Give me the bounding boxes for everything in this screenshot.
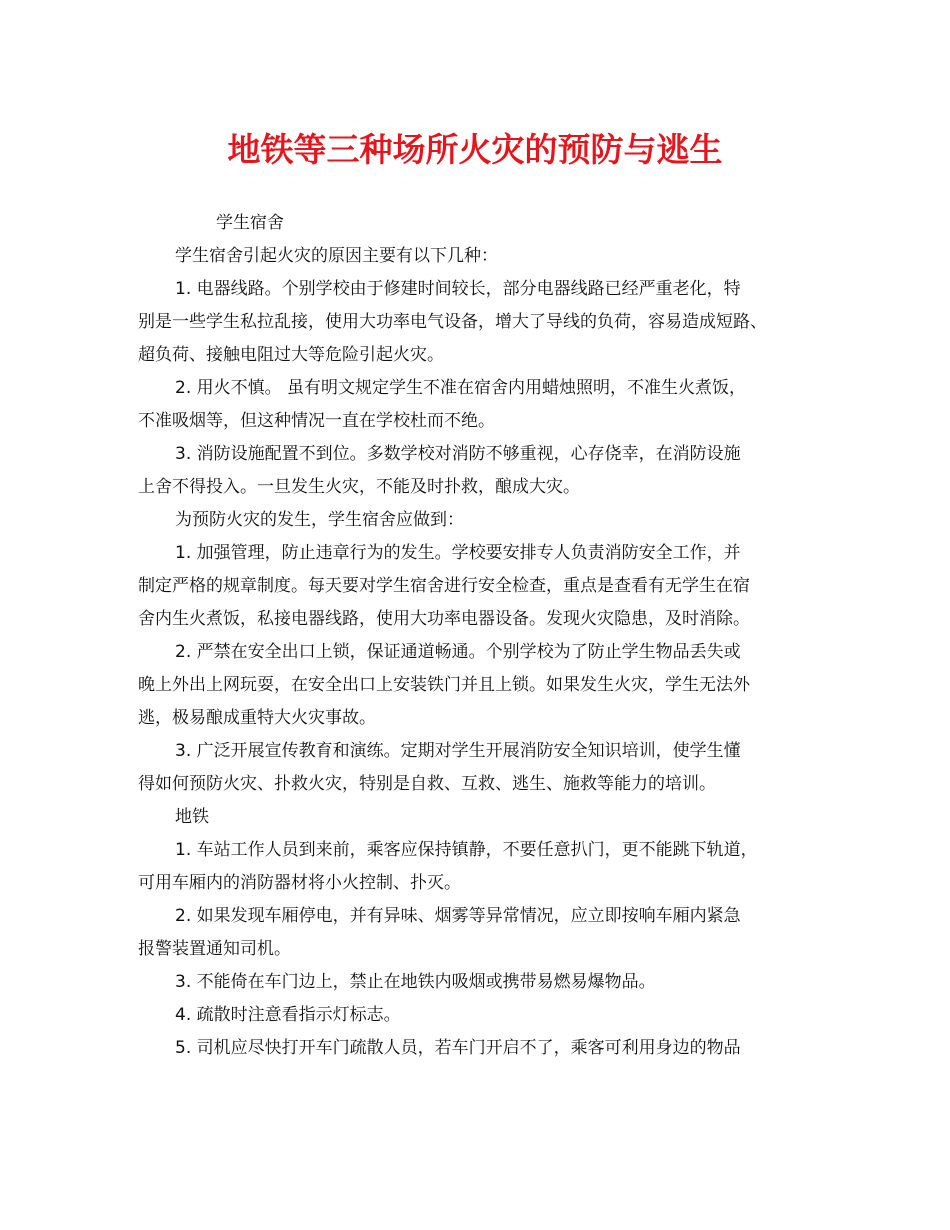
paragraph-line: 5. 司机应尽快打开车门疏散人员，若车门开启不了，乘客可利用身边的物品 bbox=[175, 1038, 741, 1058]
paragraph-line: 不准吸烟等，但这种情况一直在学校杜而不绝。 bbox=[138, 411, 495, 431]
paragraph-line: 为预防火灾的发生，学生宿舍应做到： bbox=[175, 510, 464, 530]
document-body bbox=[138, 207, 828, 1065]
paragraph-line: 学生宿舍 bbox=[216, 213, 284, 233]
paragraph-line: 晚上外出上网玩耍，在安全出口上安装铁门并且上锁。如果发生火灾，学生无法外 bbox=[138, 675, 750, 695]
paragraph-line: 别是一些学生私拉乱接，使用大功率电气设备，增大了导线的负荷，容易造成短路、 bbox=[138, 312, 767, 332]
paragraph-line: 舍内生火煮饭，私接电器线路，使用大功率电器设备。发现火灾隐患，及时消除。 bbox=[138, 609, 750, 629]
paragraph-line: 2. 严禁在安全出口上锁，保证通道畅通。个别学校为了防止学生物品丢失或 bbox=[175, 642, 741, 662]
paragraph-line: 3. 广泛开展宣传教育和演练。定期对学生开展消防安全知识培训，使学生懂 bbox=[175, 741, 741, 761]
paragraph-line: 1. 加强管理，防止违章行为的发生。学校要安排专人负责消防安全工作，并 bbox=[175, 543, 741, 563]
paragraph-line: 学生宿舍引起火灾的原因主要有以下几种： bbox=[175, 246, 498, 266]
paragraph-line: 超负荷、接触电阻过大等危险引起火灾。 bbox=[138, 345, 444, 365]
paragraph-line: 逃，极易酿成重特大火灾事故。 bbox=[138, 708, 376, 728]
paragraph-line: 地铁 bbox=[175, 807, 209, 827]
document-title: 地铁等三种场所火灾的预防与逃生 bbox=[227, 130, 723, 169]
paragraph-line: 得如何预防火灾、扑救火灾，特别是自救、互救、逃生、施救等能力的培训。 bbox=[138, 774, 716, 794]
paragraph-line: 4. 疏散时注意看指示灯标志。 bbox=[175, 1005, 401, 1025]
paragraph-line: 1. 车站工作人员到来前，乘客应保持镇静，不要任意扒门，更不能跳下轨道， bbox=[175, 840, 758, 860]
paragraph-line: 报警装置通知司机。 bbox=[138, 939, 291, 959]
paragraph-line: 2. 如果发现车厢停电，并有异味、烟雾等异常情况，应立即按响车厢内紧急 bbox=[175, 906, 741, 926]
paragraph-line: 1. 电器线路。个别学校由于修建时间较长，部分电器线路已经严重老化，特 bbox=[175, 279, 741, 299]
paragraph-line: 2. 用火不慎。 虽有明文规定学生不准在宿舍内用蜡烛照明，不准生火煮饭， bbox=[175, 378, 747, 398]
paragraph-line: 上舍不得投入。一旦发生火灾，不能及时扑救，酿成大灾。 bbox=[138, 477, 580, 497]
paragraph-line: 3. 不能倚在车门边上，禁止在地铁内吸烟或携带易燃易爆物品。 bbox=[175, 972, 656, 992]
paragraph-line: 3. 消防设施配置不到位。多数学校对消防不够重视，心存侥幸，在消防设施 bbox=[175, 444, 741, 464]
paragraph-line: 制定严格的规章制度。每天要对学生宿舍进行安全检查，重点是查看有无学生在宿 bbox=[138, 576, 750, 596]
paragraph-line: 可用车厢内的消防器材将小火控制、扑灭。 bbox=[138, 873, 461, 893]
